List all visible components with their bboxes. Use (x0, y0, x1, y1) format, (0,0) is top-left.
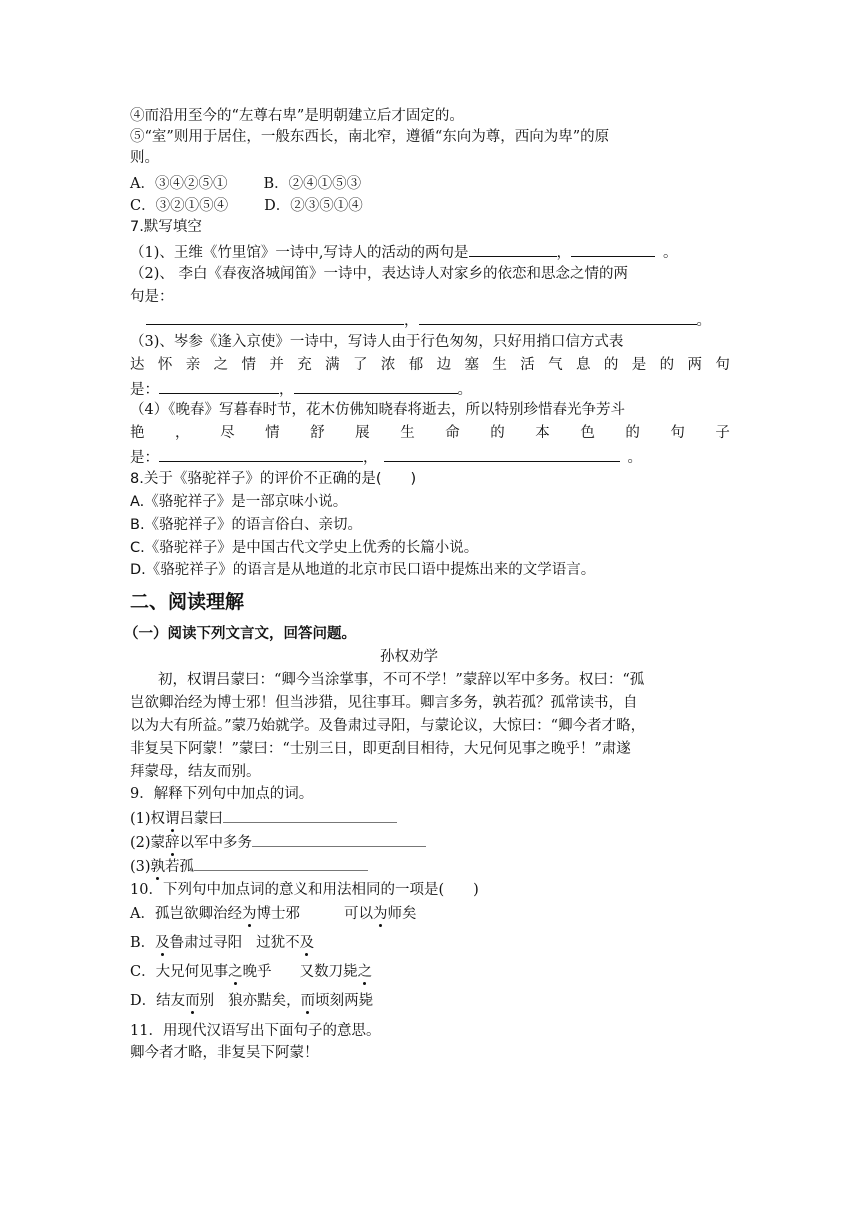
dotted-word: 辞 (165, 835, 180, 851)
dotted-word: 为 (241, 906, 257, 922)
q6-option-a: A．③④②⑤① (130, 176, 228, 192)
dotted-word: 孰 (150, 859, 166, 875)
dotted-word: 之 (357, 964, 373, 980)
q6-item-5-cont: 则。 (130, 150, 159, 166)
q6-options-row-2 (130, 196, 363, 216)
q6-option-c: C．③②①⑤④ (130, 198, 229, 214)
q11-title: 11．用现代汉语写出下面句子的意思。 (130, 1023, 381, 1039)
answer-blank[interactable] (194, 855, 368, 871)
dotted-word: 为 (372, 906, 388, 922)
answer-blank[interactable] (419, 309, 697, 325)
q6-options-row-1 (130, 174, 361, 194)
answer-blank[interactable] (159, 378, 279, 394)
q10-title: 10．下列句中加点词的意义和用法相同的一项是( ) (130, 882, 479, 898)
dotted-word: 及 (155, 935, 170, 951)
q8-option-a: A.《骆驼祥子》是一部京味小说。 (130, 494, 348, 510)
q6-option-b: B．②④①⑤③ (263, 176, 362, 192)
q9-item-1: (1)权谓吕蒙曰 (130, 807, 397, 829)
q7-part-2-blanks: ， 。 (146, 309, 711, 331)
passage-line: 岂欲卿治经为博士邪！但当涉猎，见往事耳。卿言多务，孰若孤？孤常读书，自 (130, 695, 638, 711)
q6-item-4: ④而沿用至今的“左尊右卑”是明朝建立后才固定的。 (130, 108, 464, 124)
subsection-heading: （一）阅读下列文言文，回答问题。 (124, 626, 356, 642)
dotted-word: 谓 (165, 811, 180, 827)
q7-part-3: （3)、岑参《逢入京使》一诗中，写诗人由于行色匆匆，只好用捎口信方式表 (130, 334, 624, 350)
answer-blank[interactable] (469, 241, 557, 257)
answer-blank[interactable] (159, 446, 363, 462)
q11-sentence: 卿今者才略，非复吴下阿蒙！ (130, 1045, 319, 1061)
answer-blank[interactable] (252, 831, 426, 847)
q7-part-4-cont: 艳 ， 尽 情 舒 展 生 命 的 本 色 的 句 子 (130, 425, 730, 441)
answer-blank[interactable] (294, 378, 458, 394)
q7-part-3-cont: 达 怀 亲 之 情 并 充 满 了 浓 郁 边 塞 生 活 气 息 的 是 的 两 句 (130, 357, 730, 373)
dotted-word: 之 (228, 964, 243, 980)
dotted-word: 及 (299, 935, 315, 951)
answer-blank[interactable] (571, 241, 655, 257)
passage-line: 拜蒙母，结友而别。 (130, 764, 261, 780)
dotted-word: 而 (300, 993, 316, 1009)
q7-part-4-blanks: 是： ， 。 (130, 446, 642, 468)
q10-option-b: B．及鲁肃过寻阳 过犹不及 (130, 935, 315, 951)
q10-option-c: C．大兄何见事之晚乎 又数刀毙之 (130, 964, 373, 980)
passage-line: 非复吴下阿蒙！”蒙曰：“士别三日，即更刮目相待，大兄何见事之晚乎！”肃遂 (130, 741, 631, 757)
dotted-word: 而 (185, 993, 200, 1009)
q10-option-a: A．孤岂欲卿治经为博士邪 可以为师矣 (130, 906, 417, 922)
q8-title: 8.关于《骆驼祥子》的评价不正确的是( ) (130, 471, 417, 487)
q7-part-1: （1)、王维《竹里馆》一诗中,写诗人的活动的两句是 ， 。 (130, 241, 678, 263)
q7-title: 7.默写填空 (130, 219, 202, 235)
answer-blank[interactable] (146, 309, 404, 325)
q6-option-d: D．②③⑤①④ (264, 198, 363, 214)
answer-blank[interactable] (384, 446, 620, 462)
q7-part-4: （4）《晚春》写暮春时节，花木仿佛知晓春将逝去，所以特别珍惜春光争芳斗 (130, 402, 625, 418)
q8-option-b: B.《骆驼祥子》的语言俗白、亲切。 (130, 517, 363, 533)
passage-line: 以为大有所益。”蒙乃始就学。及鲁肃过寻阳，与蒙论议，大惊曰：“卿今者才略， (130, 718, 646, 734)
q7-part-2-cont: 句是： (130, 289, 174, 305)
section-heading: 二、阅读理解 (130, 591, 245, 613)
q8-option-c: C.《骆驼祥子》是中国古代文学史上优秀的长篇小说。 (130, 540, 479, 556)
passage-line: 初，权谓吕蒙曰：“卿今当涂掌事，不可不学！”蒙辞以军中多务。权曰：“孤 (158, 672, 645, 688)
q7-part-2: （2)、 李白《春夜洛城闻笛》一诗中，表达诗人对家乡的依恋和思念之情的两 (130, 266, 628, 282)
q9-title: 9．解释下列句中加点的词。 (130, 786, 314, 802)
q8-option-d: D.《骆驼祥子》的语言是从地道的北京市民口语中提炼出来的文学语言。 (130, 562, 596, 578)
q9-item-2: (2)蒙辞以军中多务 (130, 831, 426, 853)
q7-part-3-blanks: 是： ， 。 (130, 378, 472, 400)
q10-option-d: D．结友而别 狼亦黠矣，而顷刻两毙 (130, 993, 374, 1009)
q9-item-3: (3)孰若孤 (130, 855, 368, 877)
answer-blank[interactable] (223, 807, 397, 823)
passage-title: 孙权劝学 (380, 649, 438, 665)
q6-item-5: ⑤“室”则用于居住，一般东西长，南北窄，遵循“东向为尊，西向为卑”的原 (130, 129, 610, 145)
